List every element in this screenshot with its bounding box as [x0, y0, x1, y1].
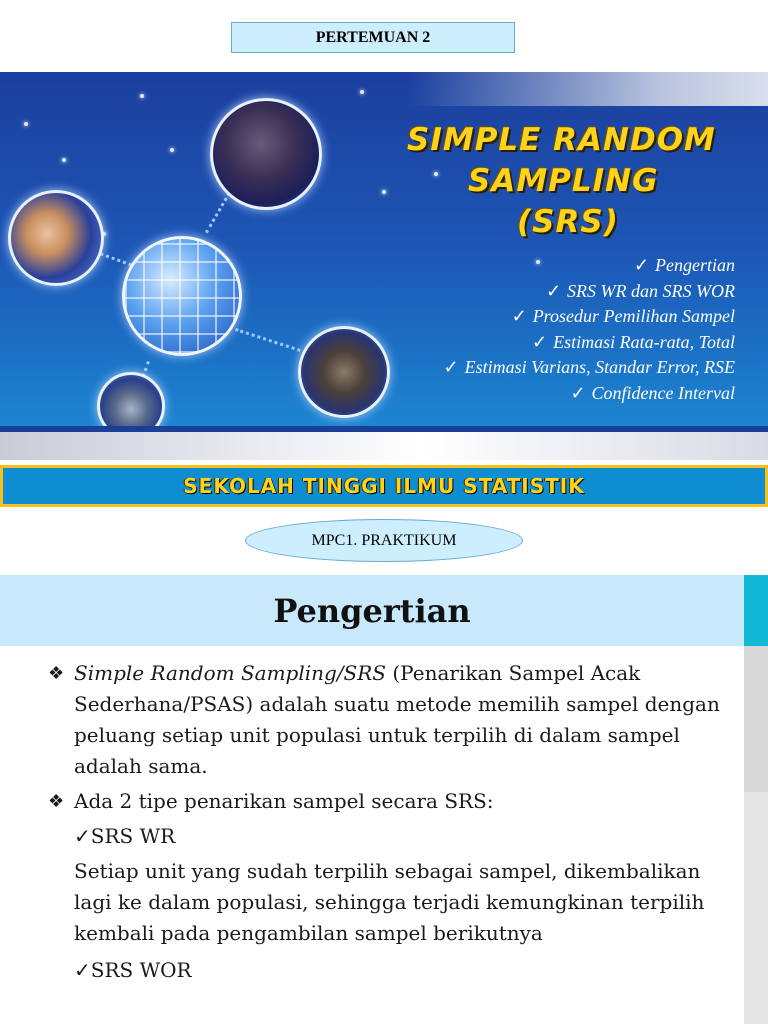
topic-item: ✓ SRS WR dan SRS WOR — [545, 280, 735, 301]
banner-top-fade — [408, 72, 768, 106]
topic-item: ✓ Estimasi Varians, Standar Error, RSE — [443, 357, 735, 377]
star-decoration — [360, 90, 364, 94]
banner-title-line-3: (SRS) — [517, 204, 619, 240]
topic-item: ✓ Estimasi Rata-rata, Total — [532, 331, 735, 352]
institution-bar — [0, 465, 768, 507]
definition-paragraph — [48, 658, 738, 782]
check-icon: ✓ — [570, 382, 586, 403]
diamond-bullet-icon: ❖ — [48, 791, 65, 812]
slide-title: Pengertian — [273, 591, 471, 630]
star-decoration — [62, 158, 66, 162]
srs-term: Simple Random Sampling/SRS — [74, 661, 387, 685]
scrollbar-thumb[interactable] — [744, 646, 768, 792]
types-text: Ada 2 tipe penarikan sampel secara SRS: — [74, 789, 494, 813]
types-paragraph — [48, 786, 738, 817]
srs-wr-description: Setiap unit yang sudah terpilih sebagai sampel, dikembalikan lagi ke dalam populasi, sehingga terjadi kemungkinan terpilih kembali pada pengambilan sampel berikutnya — [74, 859, 705, 945]
slide-content — [48, 658, 738, 990]
srs-wor-label: ✓SRS WOR — [74, 958, 192, 982]
businessmen-photo — [298, 326, 390, 418]
banner-bottom-stripe — [0, 432, 768, 460]
star-decoration — [170, 148, 174, 152]
banner-title-line-2: SAMPLING — [468, 163, 659, 199]
star-decoration — [24, 122, 28, 126]
check-icon: ✓ — [532, 331, 548, 352]
star-decoration — [140, 94, 144, 98]
check-icon: ✓ — [511, 306, 527, 326]
slide-accent-strip — [744, 575, 768, 646]
topic-item: ✓ Prosedur Pemilihan Sampel — [511, 306, 735, 326]
topic-item: ✓ Pengertian — [633, 255, 735, 275]
topic-item: ✓ Confidence Interval — [570, 382, 735, 403]
slide-title-bar — [0, 575, 744, 646]
topics-list — [444, 253, 735, 406]
srs-wr-label: ✓SRS WR — [74, 824, 176, 848]
course-label: MPC1. PRAKTIKUM — [245, 519, 523, 562]
institution-name: SEKOLAH TINGGI ILMU STATISTIK — [183, 474, 585, 498]
diamond-bullet-icon: ❖ — [48, 663, 65, 684]
title-banner — [0, 72, 768, 460]
check-icon: ✓ — [443, 357, 459, 377]
woman-phone-photo — [8, 190, 104, 286]
globe-icon — [122, 236, 242, 356]
check-icon: ✓ — [633, 255, 650, 275]
check-icon: ✓ — [545, 280, 562, 301]
definition-text: (Penarikan Sampel Acak Sederhana/PSAS) adalah suatu metode memilih sampel dengan peluang setiap unit populasi untuk terpilih di dalam sampel adalah sama. — [74, 661, 720, 778]
star-decoration — [434, 172, 438, 176]
business-team-photo — [210, 98, 322, 210]
meeting-label: PERTEMUAN 2 — [231, 22, 515, 53]
star-decoration — [382, 190, 386, 194]
network-connector — [235, 328, 312, 356]
banner-title-line-1: SIMPLE RANDOM — [407, 122, 716, 158]
